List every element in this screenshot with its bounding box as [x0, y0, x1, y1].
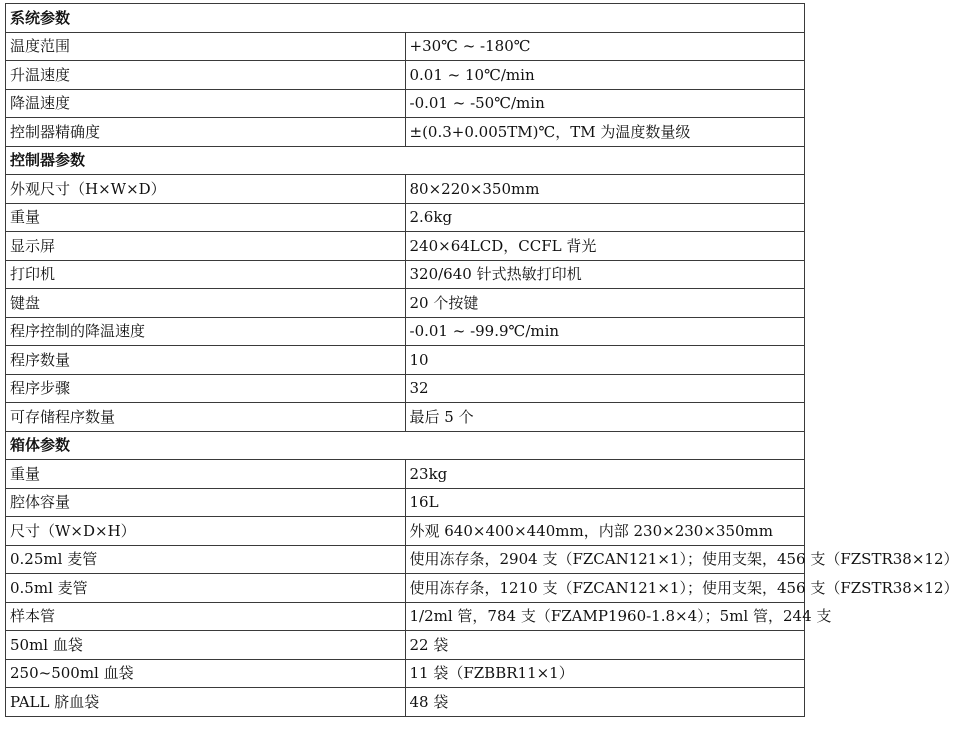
table-row: [6, 403, 805, 432]
row-label: 0.25ml 麦管: [6, 545, 406, 574]
row-label: 样本管: [6, 602, 406, 631]
row-value: 使用冻存条，1210 支（FZCAN121×1）；使用支架，456 支（FZSTR38×12）: [405, 574, 805, 603]
row-label: 重量: [6, 203, 406, 232]
section-title: 系统参数: [6, 4, 805, 33]
section-header-row: [6, 146, 805, 175]
table-row: [6, 203, 805, 232]
row-label: 0.5ml 麦管: [6, 574, 406, 603]
table-row: [6, 32, 805, 61]
row-label: 重量: [6, 460, 406, 489]
row-label: 程序控制的降温速度: [6, 317, 406, 346]
table-row: [6, 602, 805, 631]
table-row: [6, 631, 805, 660]
row-label: 程序数量: [6, 346, 406, 375]
row-label: 温度范围: [6, 32, 406, 61]
row-value: -0.01 ~ -50℃/min: [405, 89, 805, 118]
row-value: 80×220×350mm: [405, 175, 805, 204]
table-row: [6, 517, 805, 546]
table-row: [6, 659, 805, 688]
row-value: 1/2ml 管，784 支（FZAMP1960-1.8×4）；5ml 管，244 支: [405, 602, 805, 631]
table-row: [6, 374, 805, 403]
section-title: 箱体参数: [6, 431, 805, 460]
row-label: 250~500ml 血袋: [6, 659, 406, 688]
table-row: [6, 175, 805, 204]
row-value: 最后 5 个: [405, 403, 805, 432]
row-value: 240×64LCD，CCFL 背光: [405, 232, 805, 261]
spec-table: [5, 3, 959, 717]
row-value: 外观 640×400×440mm，内部 230×230×350mm: [405, 517, 805, 546]
row-label: 键盘: [6, 289, 406, 318]
table-row: [6, 460, 805, 489]
table-row: [6, 89, 805, 118]
row-value: 0.01 ~ 10℃/min: [405, 61, 805, 90]
row-label: 降温速度: [6, 89, 406, 118]
row-value: 11 袋（FZBBR11×1）: [405, 659, 805, 688]
table-row: [6, 488, 805, 517]
section-title: 控制器参数: [6, 146, 805, 175]
row-label: 尺寸（W×D×H）: [6, 517, 406, 546]
row-value: 2.6kg: [405, 203, 805, 232]
row-label: 升温速度: [6, 61, 406, 90]
row-label: PALL 脐血袋: [6, 688, 406, 717]
table-row: [6, 688, 805, 717]
row-label: 外观尺寸（H×W×D）: [6, 175, 406, 204]
table-row: [6, 232, 805, 261]
row-value: +30℃ ~ -180℃: [405, 32, 805, 61]
row-value: 320/640 针式热敏打印机: [405, 260, 805, 289]
row-value: 16L: [405, 488, 805, 517]
row-label: 打印机: [6, 260, 406, 289]
row-label: 控制器精确度: [6, 118, 406, 147]
section-header-row: [6, 4, 805, 33]
row-value: -0.01 ~ -99.9℃/min: [405, 317, 805, 346]
row-value: 22 袋: [405, 631, 805, 660]
row-label: 程序步骤: [6, 374, 406, 403]
table-row: [6, 289, 805, 318]
row-value: ±(0.3+0.005TM)℃，TM 为温度数量级: [405, 118, 805, 147]
row-value: 23kg: [405, 460, 805, 489]
row-label: 腔体容量: [6, 488, 406, 517]
row-label: 可存储程序数量: [6, 403, 406, 432]
row-value: 使用冻存条，2904 支（FZCAN121×1）；使用支架，456 支（FZSTR38×12）: [405, 545, 805, 574]
row-value: 20 个按键: [405, 289, 805, 318]
table-row: [6, 118, 805, 147]
table-row: [6, 61, 805, 90]
table-row: [6, 317, 805, 346]
row-label: 显示屏: [6, 232, 406, 261]
row-value: 48 袋: [405, 688, 805, 717]
row-value: 32: [405, 374, 805, 403]
table-row: [6, 346, 805, 375]
row-label: 50ml 血袋: [6, 631, 406, 660]
table-row: [6, 545, 805, 574]
row-value: 10: [405, 346, 805, 375]
section-header-row: [6, 431, 805, 460]
table-row: [6, 574, 805, 603]
table-row: [6, 260, 805, 289]
